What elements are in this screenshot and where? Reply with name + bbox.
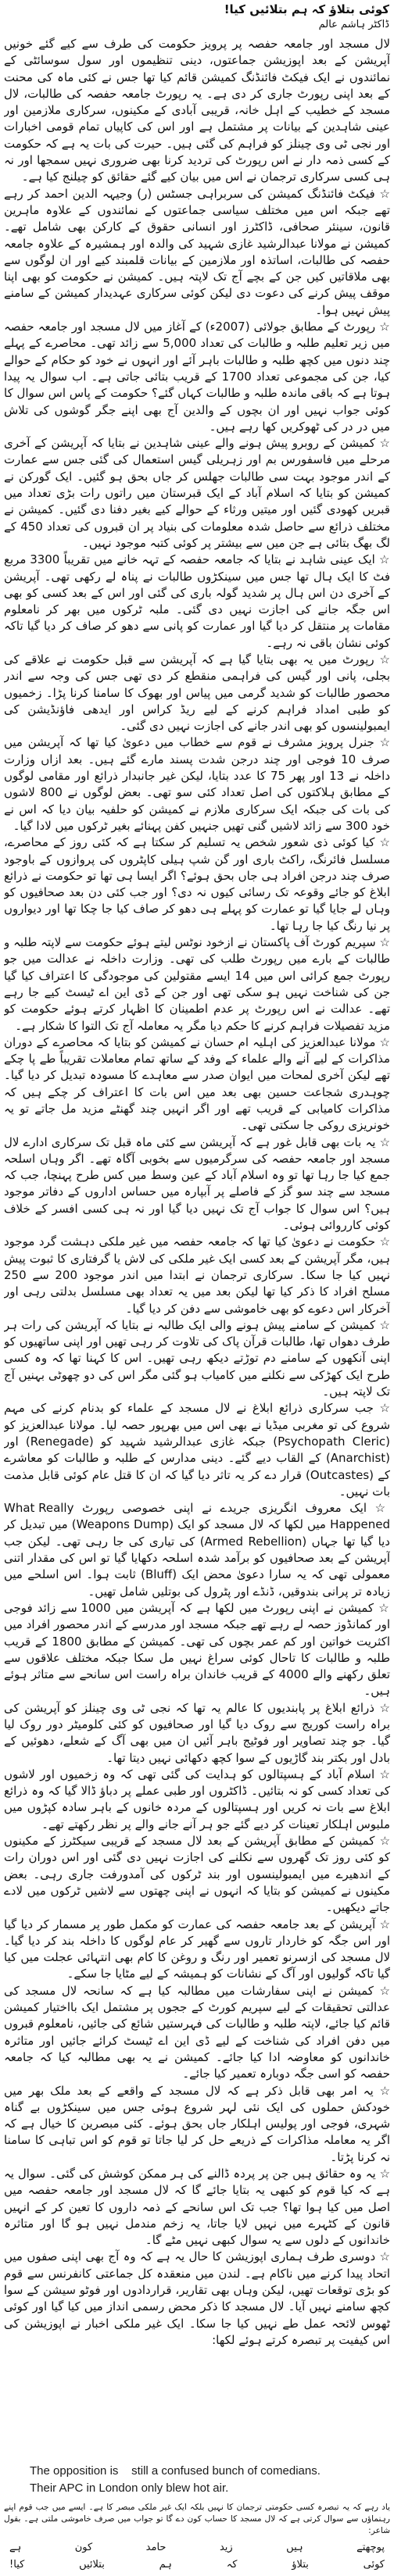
- article-paragraph: ☆ مولانا عبدالعزیز کی اہلیہ ام حسان نے کمیشن کو بتایا کہ محاصرے کے دوران مذاکرات کے لیے آنے والے علماء کے وفد کے ساتھ تمام معاملات تقریباً طے پا چکے تھے لیکن آخری لمحات میں ایوان صدر سے معاہدے کا مسودہ تبدیل کر دیا گیا۔ چوہدری شجاعت حسین بھی بعد میں اس بات کا اعتراف کر چکے ہیں کہ مذاکرات کامیابی کے قریب تھے اور اگر انہیں چند گھنٹے مزید مل جاتے تو یہ خونریزی روکی جا سکتی تھی۔: [4, 1034, 390, 1133]
- article-paragraph: ☆ رپورٹ میں یہ بھی بتایا گیا ہے کہ آپریشن سے قبل حکومت نے علاقے کی بجلی، پانی اور گیس کی فراہمی منقطع کر دی تھی جس کی وجہ سے اندر محصور طالبات کو شدید گرمی میں پیاس اور بھوک کا سامنا کرنا پڑا۔ زخمیوں کو طبی امداد فراہم کرنے کے لیے ریڈ کراس اور ایدھی فاؤنڈیشن کی ایمبولینسوں کو بھی اندر جانے کی اجازت نہیں دی گئی۔: [4, 652, 390, 734]
- article-paragraph: ☆ کمیشن کے مطابق آپریشن کے بعد لال مسجد کے قریبی سیکٹرز کے مکینوں کو کئی روز تک گھروں سے نکلنے کی اجازت نہیں دی گئی اور اس دوران رات کے اندھیرے میں ایمبولینسوں اور بند ٹرکوں کی آمدورفت جاری رہی۔ بعض مکینوں نے کمیشن کو بتایا کہ انہوں نے اپنی چھتوں سے لاشیں ٹرکوں میں لادے جاتے دیکھیں۔: [4, 1834, 390, 1915]
- article-paragraph: ☆ کمیشن کے روبرو پیش ہونے والے عینی شاہدین نے بتایا کہ آپریشن کے آخری مرحلے میں فاسفورس بم اور زہریلی گیس استعمال کی گئی جس سے عمارت کے اندر موجود بہت سی طالبات جھلس کر جاں بحق ہو گئیں۔ ایک گورکن نے کمیشن کو بتایا کہ اسلام آباد کے ایک قبرستان میں راتوں رات بڑی تعداد میں قبریں کھودی گئیں اور میتیں ورثاء کے حوالے کیے بغیر دفنا دی گئیں۔ کمیشن نے مختلف ذرائع سے حاصل شدہ معلومات کی بنیاد پر ان قبروں کی تعداد 450 کے لگ بھگ بتائی ہے جن میں سے بیشتر پر کوئی کتبہ موجود نہیں۔: [4, 436, 390, 550]
- article-paragraph: ☆ آپریشن کے بعد جامعہ حفصہ کی عمارت کو مکمل طور پر مسمار کر دیا گیا اور اس جگہ کو خاردار تاروں سے گھیر کر عام لوگوں کا داخلہ بند کر دیا گیا۔ لال مسجد کی ازسرنو تعمیر اور رنگ و روغن کا کام بھی انتہائی عجلت میں کیا گیا تاکہ گولیوں اور آگ کے نشانات کو ہمیشہ کے لیے مٹایا جا سکے۔: [4, 1917, 390, 1981]
- article-paragraph: ☆ ایک معروف انگریزی جریدے نے اپنی خصوصی رپورٹ What Really Happened میں لکھا کہ لال مسجد کو ایک (Weapons Dump) میں تبدیل کر دیا گیا تھا جہاں (Armed Rebellion) کی تیاری کی جا رہی تھی۔ لیکن جب آپریشن کے بعد صحافیوں کو برآمد شدہ اسلحہ دکھایا گیا تو اس کی مقدار اتنی معمولی تھی کہ یہ سارا دعویٰ محض ایک (Bluff) ثابت ہوا۔ اس اسلحے میں زیادہ تر پرانی بندوقیں، ڈنڈے اور پٹرول کی بوتلیں شامل تھیں۔: [4, 1501, 390, 1599]
- closing-paragraph: یاد رہے کہ یہ تبصرہ کسی حکومتی ترجمان کا نہیں بلکہ ایک غیر ملکی مبصر کا ہے۔ ایسے میں جب قوم اپنے رہنماؤں سے سوال کرتی ہے کہ لال مسجد کا حساب کون دے گا تو جواب میں صرف خاموشی ملتی ہے۔ بقول شاعر:: [4, 2503, 390, 2535]
- english-quote-line: The opposition is still a confused bunch of comedians.: [30, 2464, 321, 2478]
- couplet-word: پوچھتے: [356, 2542, 385, 2553]
- article-paragraph: ☆ کمیشن نے اپنی رپورٹ میں لکھا ہے کہ آپریشن میں 1000 سے زائد فوجی اور کمانڈوز حصہ لے رہے تھے جبکہ مسجد اور مدرسے کے اندر محصور افراد میں اکثریت خواتین اور کم عمر بچوں کی تھی۔ کمیشن کے مطابق 1800 کے قریب طلبہ و طالبات کا تاحال کوئی سراغ نہیں مل سکا جبکہ مختلف علاقوں سے تعلق رکھنے والے 4000 کے قریب خاندان براہ راست اس سانحے سے متاثر ہوئے ہیں۔: [4, 1600, 390, 1699]
- article-paragraph: ☆ دوسری طرف ہماری اپوزیشن کا حال یہ ہے کہ وہ آج بھی اپنی صفوں میں اتحاد پیدا کرنے میں ناکام ہے۔ لندن میں منعقدہ کل جماعتی کانفرنس سے قوم کو بڑی توقعات تھیں، لیکن وہاں بھی تقاریر، قراردادوں اور فوٹو سیشن کے سوا کچھ سامنے نہیں آیا۔ لال مسجد کا ذکر محض رسمی انداز میں کیا گیا اور کوئی ٹھوس لائحہ عمل طے نہیں کیا جا سکا۔ ایک غیر ملکی اخبار نے اپوزیشن کی اس کیفیت پر تبصرہ کرتے ہوئے لکھا:: [4, 2249, 390, 2347]
- couplet-word: کوئی: [363, 2559, 385, 2571]
- couplet-word: بتلائیں: [79, 2559, 105, 2571]
- english-quote-line: Their APC in London only blew hot air.: [30, 2481, 229, 2495]
- closing-section: [4, 2502, 390, 2536]
- article-paragraph: ☆ فیکٹ فائنڈنگ کمیشن کی سربراہی جسٹس (ر) وجیہہ الدین احمد کر رہے تھے جبکہ اس میں مختلف سیاسی جماعتوں کے نمائندوں کے علاوہ ماہرین قانون، سینئر صحافی، ڈاکٹرز اور انسانی حقوق کے کارکن بھی شامل تھے۔ کمیشن نے مولانا عبدالرشید غازی شہید کی والدہ اور ہمشیرہ کے علاوہ جامعہ حفصہ کی طالبات، اساتذہ اور ملازمین کے بیانات قلمبند کیے اور ان لوگوں سے بھی ملاقاتیں کیں جن کے بچے آج تک لاپتہ ہیں۔ کمیشن نے حکومت کو بھی اپنا موقف پیش کرنے کی دعوت دی لیکن کوئی سرکاری عہدیدار کمیشن کے سامنے پیش نہیں ہوا۔: [4, 186, 390, 317]
- couplet-word: ہیں: [286, 2542, 303, 2553]
- couplet-word: ہم: [159, 2559, 172, 2571]
- couplet-line: [9, 2556, 385, 2574]
- article-paragraph: ☆ کمیشن کے سامنے پیش ہونے والی ایک طالبہ نے بتایا کہ آپریشن کی رات ہر طرف دھواں تھا، طالبات قرآن پاک کی تلاوت کر رہی تھیں اور اپنی ساتھیوں کو اپنی آنکھوں کے سامنے دم توڑتے دیکھ رہی تھیں۔ اس کا کہنا تھا کہ وہ کسی طرح ایک کھڑکی سے نکلنے میں کامیاب ہو گئی مگر اس کی دو چھوٹی بہنیں آج تک لاپتہ ہیں۔: [4, 1317, 390, 1399]
- couplet-word: حامد: [145, 2542, 167, 2553]
- couplet-word: زید: [219, 2542, 233, 2553]
- article-paragraph: ☆ رپورٹ کے مطابق جولائی (2007ء) کے آغاز میں لال مسجد اور جامعہ حفصہ میں زیر تعلیم طلبہ و طالبات کی تعداد 5,000 سے زائد تھی۔ محاصرے کے پہلے چند دنوں میں کچھ طلبہ و طالبات باہر آئے اور انہوں نے خود کو حکام کے حوالے کیا، جن کی مجموعی تعداد 1700 کے قریب بتائی جاتی ہے۔ اب سوال یہ پیدا ہوتا ہے کہ باقی ماندہ طلبہ و طالبات کہاں گئے؟ حکومت کے پاس اس سوال کا کوئی جواب نہیں اور ان بچوں کے والدین آج بھی اپنے جگر گوشوں کی تلاش میں در در کی ٹھوکریں کھا رہے ہیں۔: [4, 320, 390, 434]
- article-paragraph: لال مسجد اور جامعہ حفصہ پر پرویز حکومت کی طرف سے کیے گئے خونیں آپریشن کے بعد اپوزیشن جماعتوں، دینی تنظیموں اور سول سوسائٹی کے نمائندوں نے ایک فیکٹ فائنڈنگ کمیشن قائم کیا تھا جس نے کئی ماہ کی محنت کے بعد اپنی رپورٹ جاری کر دی ہے۔ یہ رپورٹ جامعہ حفصہ کی طالبات، لال مسجد کے خطیب کے اہل خانہ، قریبی آبادی کے مکینوں، سرکاری ملازمین اور عینی شاہدین کے بیانات پر مشتمل ہے اور اس کی کاپیاں تمام قومی اخبارات اور نجی ٹی وی چینلز کو فراہم کی گئی ہیں۔ حیرت کی بات یہ ہے کہ حکومت کے کسی ذمہ دار نے اس رپورٹ کی تردید کرنا بھی ضروری نہیں سمجھا اور نہ ہی کسی سرکاری ترجمان نے اس میں بیان کیے گئے حقائق کو چیلنج کیا ہے۔: [4, 37, 390, 184]
- couplet-word: ہے: [9, 2542, 22, 2553]
- article-paragraph: ☆ یہ امر بھی قابل ذکر ہے کہ لال مسجد کے واقعے کے بعد ملک بھر میں خودکش حملوں کی ایک نئی لہر شروع ہوئی جس میں سینکڑوں بے گناہ شہری، فوجی اور پولیس اہلکار جاں بحق ہوئے۔ کئی مبصرین کا خیال ہے کہ اگر یہ معاملہ مذاکرات کے ذریعے حل کر لیا جاتا تو قوم کو اس تباہی کا سامنا نہ کرنا پڑتا۔: [4, 2083, 390, 2164]
- article-paragraph: ☆ یہ وہ حقائق ہیں جن پر پردہ ڈالنے کی ہر ممکن کوشش کی گئی۔ سوال یہ ہے کہ کیا قوم کو کبھی یہ بتایا جائے گا کہ لال مسجد اور جامعہ حفصہ میں اصل میں کیا ہوا تھا؟ جب تک اس سانحے کے ذمہ داروں کا تعین کر کے انہیں قانون کے کٹہرے میں نہیں لایا جاتا، یہ زخم مندمل نہیں ہو گا اور متاثرہ خاندانوں کے دلوں سے یہ سوال کبھی نہیں مٹے گا۔: [4, 2167, 390, 2248]
- article-paragraph: ☆ یہ بات بھی قابل غور ہے کہ آپریشن سے کئی ماہ قبل تک سرکاری ادارے لال مسجد اور جامعہ حفصہ کی سرگرمیوں سے بخوبی آگاہ تھے۔ اگر وہاں اسلحہ جمع کیا جا رہا تھا تو وہ اسلام آباد کے عین وسط میں کس طرح پہنچا، جب کہ مسجد سے چند سو گز کے فاصلے پر آبپارہ میں حساس اداروں کے دفاتر موجود ہیں؟ اس سوال کا جواب آج تک نہیں دیا گیا اور نہ ہی کسی افسر کے خلاف کوئی کارروائی ہوئی۔: [4, 1134, 390, 1233]
- couplet-word: بتلاؤ: [292, 2559, 309, 2571]
- article-paragraph: ☆ جب سرکاری ذرائع ابلاغ نے لال مسجد کے علماء کو بدنام کرنے کی مہم شروع کی تو مغربی میڈیا نے بھی اس میں بھرپور حصہ لیا۔ مولانا عبدالعزیز کو (Psychopath Cleric) جبکہ غازی عبدالرشید شہید کو (Renegade) اور (Anarchist) کے القاب دیے گئے۔ دینی مدارس کے طلبہ و طالبات کو معاشرے کے (Outcastes) قرار دے کر یہ تاثر دیا گیا کہ ان کا قتل عام کوئی قابل مذمت بات نہیں۔: [4, 1401, 390, 1499]
- article-paragraph: ☆ ایک عینی شاہد نے بتایا کہ جامعہ حفصہ کے تہہ خانے میں تقریباً 3300 مربع فٹ کا ایک ہال تھا جس میں سینکڑوں طالبات نے پناہ لے رکھی تھی۔ آپریشن کے آخری دن اس ہال پر شدید گولہ باری کی گئی اور اس کے بعد کسی کو بھی اس جگہ جانے کی اجازت نہیں دی گئی۔ ملبہ ٹرکوں میں بھر کر نامعلوم مقامات پر منتقل کر دیا گیا اور عمارت کو پانی سے دھو کر صاف کر دیا گیا تاکہ کوئی نشان باقی نہ رہے۔: [4, 552, 390, 650]
- column-title: کوئی بتلاؤ کہ ہم بتلائیں کیا!: [224, 2, 389, 16]
- article-paragraph: ☆ کمیشن نے اپنی سفارشات میں مطالبہ کیا ہے کہ سانحہ لال مسجد کی عدالتی تحقیقات کے لیے سپریم کورٹ کے ججوں پر مشتمل ایک بااختیار کمیشن قائم کیا جائے، لاپتہ طلبہ و طالبات کی فہرستیں شائع کی جائیں، نامعلوم قبروں میں دفن افراد کی شناخت کے لیے ڈی این اے ٹیسٹ کرائے جائیں اور متاثرہ خاندانوں کو معاوضہ ادا کیا جائے۔ کمیشن نے یہ بھی مطالبہ کیا کہ جامعہ حفصہ کو اسی جگہ دوبارہ تعمیر کیا جائے۔: [4, 1983, 390, 2081]
- article-paragraph: ☆ جنرل پرویز مشرف نے قوم سے خطاب میں دعویٰ کیا تھا کہ آپریشن میں صرف 10 فوجی اور چند درجن شدت پسند مارے گئے ہیں۔ بعد ازاں وزارت داخلہ نے 13 اور پھر 75 کا عدد بتایا، لیکن غیر جانبدار ذرائع اور مقامی لوگوں کے مطابق ہلاکتوں کی اصل تعداد کئی سو تھی۔ بعض لوگوں نے 800 لاشوں کی بات کی جبکہ ایک سرکاری ملازم نے کمیشن کو حلفیہ بیان دیا کہ اس نے خود 300 سے زائد لاشیں گنی تھیں جنہیں کفن پہنائے بغیر ٹرکوں میں لادا گیا۔: [4, 735, 390, 833]
- column-author: ڈاکٹر ہاشم عالم: [318, 19, 389, 30]
- article-paragraph: ☆ کیا کوئی ذی شعور شخص یہ تسلیم کر سکتا ہے کہ کئی روز کے محاصرے، مسلسل فائرنگ، راکٹ باری اور گن شپ ہیلی کاپٹروں کی پروازوں کے باوجود صرف چند درجن افراد ہی جاں بحق ہوئے؟ اگر ایسا ہی تھا تو حکومت نے ذرائع ابلاغ کو جائے وقوعہ تک رسائی کیوں نہ دی؟ اور جب کئی دن بعد صحافیوں کو وہاں لے جایا گیا تو عمارت کو پہلے ہی دھو کر صاف کیا جا چکا تھا اور دیواروں پر نیا رنگ کیا جا رہا تھا۔: [4, 835, 390, 933]
- couplet-word: کہ: [226, 2559, 238, 2571]
- article-paragraph: ☆ ذرائع ابلاغ پر پابندیوں کا عالم یہ تھا کہ نجی ٹی وی چینلز کو آپریشن کی براہ راست کوریج سے روک دیا گیا اور صحافیوں کو کئی کلومیٹر دور روک لیا گیا۔ جو چند تصاویر اور فوٹیج باہر آئیں ان میں بھی آگ کے شعلے، دھوئیں کے بادل اور بکتر بند گاڑیوں کے سوا کچھ دکھائی نہیں دیتا تھا۔: [4, 1700, 390, 1765]
- article-paragraph: ☆ اسلام آباد کے ہسپتالوں کو ہدایت کی گئی تھی کہ وہ زخمیوں اور لاشوں کی تعداد کسی کو نہ بتائیں۔ ڈاکٹروں اور طبی عملے پر دباؤ ڈالا گیا کہ وہ ذرائع ابلاغ سے بات نہ کریں اور ہسپتالوں کے مردہ خانوں کے باہر سادہ کپڑوں میں ملبوس اہلکار تعینات کر دیے گئے جو ہر آنے جانے والے پر نظر رکھتے تھے۔: [4, 1767, 390, 1831]
- article-paragraph: ☆ حکومت نے دعویٰ کیا تھا کہ جامعہ حفصہ میں غیر ملکی دہشت گرد موجود ہیں، مگر آپریشن کے بعد کسی ایک غیر ملکی کی لاش یا گرفتاری کا ثبوت پیش نہیں کیا جا سکا۔ سرکاری ترجمان نے ابتدا میں اندر موجود 200 سے 250 مسلح افراد کا ذکر کیا تھا لیکن بعد میں یہ تعداد بھی مسلسل بدلتی رہی اور آخرکار اس دعوے کو بھی خاموشی سے دفن کر دیا گیا۔: [4, 1234, 390, 1316]
- column-body: [4, 36, 390, 2460]
- couplet-line: [9, 2539, 385, 2556]
- couplet: [9, 2539, 385, 2574]
- article-paragraph: ☆ سپریم کورٹ آف پاکستان نے ازخود نوٹس لیتے ہوئے حکومت سے لاپتہ طلبہ و طالبات کے بارے میں رپورٹ طلب کی تھی۔ وزارت داخلہ نے عدالت میں جو رپورٹ جمع کرائی اس میں 14 ایسے مقتولین کی موجودگی کا اعتراف کیا گیا جن کی شناخت نہیں ہو سکی تھی اور جن کے ڈی این اے ٹیسٹ کیے جا رہے تھے۔ عدالت نے اس رپورٹ پر عدم اطمینان کا اظہار کرتے ہوئے حکومت کو مزید تفصیلات فراہم کرنے کا حکم دیا مگر یہ معاملہ آج تک التوا کا شکار ہے۔: [4, 935, 390, 1033]
- couplet-word: کیا!: [9, 2559, 25, 2571]
- couplet-word: کون: [74, 2542, 93, 2553]
- english-quote: [0, 2463, 394, 2500]
